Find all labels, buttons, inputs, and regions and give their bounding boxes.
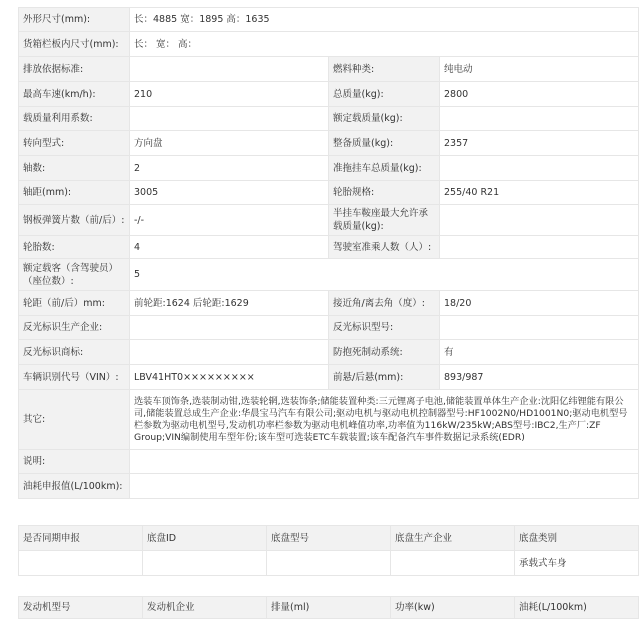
engine-table	[18, 596, 639, 619]
approach-angle-value: 18/20	[440, 291, 639, 316]
reflector-brand-label: 反光标识商标:	[19, 340, 130, 365]
overhang-value: 893/987	[440, 365, 639, 390]
other-label: 其它:	[19, 390, 130, 450]
chassis-cell	[391, 551, 515, 576]
spec-row-cargo	[19, 32, 639, 57]
spring-value: -/-	[130, 205, 329, 236]
track-label: 轮距（前/后）mm:	[19, 291, 130, 316]
spec-row-speed	[19, 82, 639, 107]
curb-mass-value: 2357	[440, 131, 639, 156]
reflector-model-value	[440, 316, 639, 340]
cargo-label: 货箱栏板内尺寸(mm):	[19, 32, 130, 57]
spec-row-other	[19, 390, 639, 450]
semitrailer-label: 半挂车鞍座最大允许承载质量(kg):	[329, 205, 440, 236]
engine-header-cell: 排量(ml)	[267, 597, 391, 619]
engine-header-cell: 功率(kw)	[391, 597, 515, 619]
passengers-value: 5	[130, 259, 639, 291]
rated-load-value	[440, 107, 639, 131]
engine-header-cell: 油耗(L/100km)	[515, 597, 639, 619]
tire-count-value: 4	[130, 236, 329, 259]
reflector-maker-label: 反光标识生产企业:	[19, 316, 130, 340]
tire-count-label: 轮胎数:	[19, 236, 130, 259]
dimensions-value: 长：4885 宽：1895 高：1635	[130, 8, 639, 32]
spring-label: 钢板弹簧片数（前/后）:	[19, 205, 130, 236]
tire-spec-label: 轮胎规格:	[329, 181, 440, 205]
spec-row-reflector-maker	[19, 316, 639, 340]
spec-row-note	[19, 450, 639, 474]
wheelbase-value: 3005	[130, 181, 329, 205]
cargo-value: 长： 宽： 高：	[130, 32, 639, 57]
spec-row-emission	[19, 57, 639, 82]
cab-seats-value	[440, 236, 639, 259]
chassis-cell	[19, 551, 143, 576]
cab-seats-label: 驾驶室准乘人数（人）:	[329, 236, 440, 259]
chassis-header-cell: 是否同期申报	[19, 526, 143, 551]
trailer-mass-label: 准拖挂车总质量(kg):	[329, 156, 440, 181]
abs-label: 防抱死制动系统:	[329, 340, 440, 365]
load-util-label: 载质量利用系数:	[19, 107, 130, 131]
chassis-cell: 承载式车身	[515, 551, 639, 576]
chassis-header-cell: 底盘类别	[515, 526, 639, 551]
spec-row-fuel-consumption	[19, 474, 639, 499]
engine-header-cell: 发动机型号	[19, 597, 143, 619]
chassis-cell	[143, 551, 267, 576]
abs-value: 有	[440, 340, 639, 365]
spec-row-load	[19, 107, 639, 131]
emission-value	[130, 57, 329, 82]
axles-value: 2	[130, 156, 329, 181]
dimensions-label: 外形尺寸(mm):	[19, 8, 130, 32]
chassis-header-cell: 底盘生产企业	[391, 526, 515, 551]
curb-mass-label: 整备质量(kg):	[329, 131, 440, 156]
passengers-label: 额定载客（含驾驶员）（座位数）:	[19, 259, 130, 291]
spec-row-tires	[19, 236, 639, 259]
fuel-type-value: 纯电动	[440, 57, 639, 82]
rated-load-label: 额定载质量(kg):	[329, 107, 440, 131]
tire-spec-value: 255/40 R21	[440, 181, 639, 205]
axles-label: 轴数:	[19, 156, 130, 181]
overhang-label: 前悬/后悬(mm):	[329, 365, 440, 390]
approach-angle-label: 接近角/离去角（度）:	[329, 291, 440, 316]
chassis-table	[18, 525, 639, 576]
spec-row-track	[19, 291, 639, 316]
chassis-header-row	[19, 526, 639, 551]
spec-row-spring	[19, 205, 639, 236]
engine-header-cell: 发动机企业	[143, 597, 267, 619]
chassis-data-row	[19, 551, 639, 576]
reflector-maker-value	[130, 316, 329, 340]
total-mass-value: 2800	[440, 82, 639, 107]
vehicle-spec-table	[18, 7, 639, 499]
spec-row-dimensions	[19, 8, 639, 32]
vin-value: LBV41HT0×××××××××	[130, 365, 329, 390]
trailer-mass-value	[440, 156, 639, 181]
max-speed-value: 210	[130, 82, 329, 107]
emission-label: 排放依据标准:	[19, 57, 130, 82]
reflector-model-label: 反光标识型号:	[329, 316, 440, 340]
max-speed-label: 最高车速(km/h):	[19, 82, 130, 107]
total-mass-label: 总质量(kg):	[329, 82, 440, 107]
spec-row-wheelbase	[19, 181, 639, 205]
spec-row-axles	[19, 156, 639, 181]
track-value: 前轮距:1624 后轮距:1629	[130, 291, 329, 316]
steering-label: 转向型式:	[19, 131, 130, 156]
chassis-cell	[267, 551, 391, 576]
semitrailer-value	[440, 205, 639, 236]
spec-row-passengers	[19, 259, 639, 291]
other-value: 选装车顶饰条,选装制动钳,选装轮辋,选装饰条;储能装置种类:三元锂离子电池,储能装置单体生产企业:沈阳亿纬锂能有限公司,储能装置总成生产企业:华晨宝马汽车有限公司;驱动电机与驱动电机控制器型号:HF1002N0/HD1001N0;驱动电机型号栏参数为驱动电机型号,发动机功率栏参数为驱动电机峰值功率,功率值为116kW/235kW;ABS型号:IBC2,生产厂:ZF Group;VIN编制使用车型年份;该车型可选装ETC车载装置;该车配备汽车事件数据记录系统(EDR)	[130, 390, 639, 450]
fuel-consumption-label: 油耗申报值(L/100km):	[19, 474, 130, 499]
vin-label: 车辆识别代号（VIN）:	[19, 365, 130, 390]
spec-row-steering	[19, 131, 639, 156]
spec-row-reflector-brand	[19, 340, 639, 365]
chassis-header-cell: 底盘ID	[143, 526, 267, 551]
steering-value: 方向盘	[130, 131, 329, 156]
note-value	[130, 450, 639, 474]
note-label: 说明:	[19, 450, 130, 474]
engine-header-row	[19, 597, 639, 619]
fuel-type-label: 燃料种类:	[329, 57, 440, 82]
spec-row-vin	[19, 365, 639, 390]
fuel-consumption-value	[130, 474, 639, 499]
load-util-value	[130, 107, 329, 131]
chassis-header-cell: 底盘型号	[267, 526, 391, 551]
wheelbase-label: 轴距(mm):	[19, 181, 130, 205]
reflector-brand-value	[130, 340, 329, 365]
